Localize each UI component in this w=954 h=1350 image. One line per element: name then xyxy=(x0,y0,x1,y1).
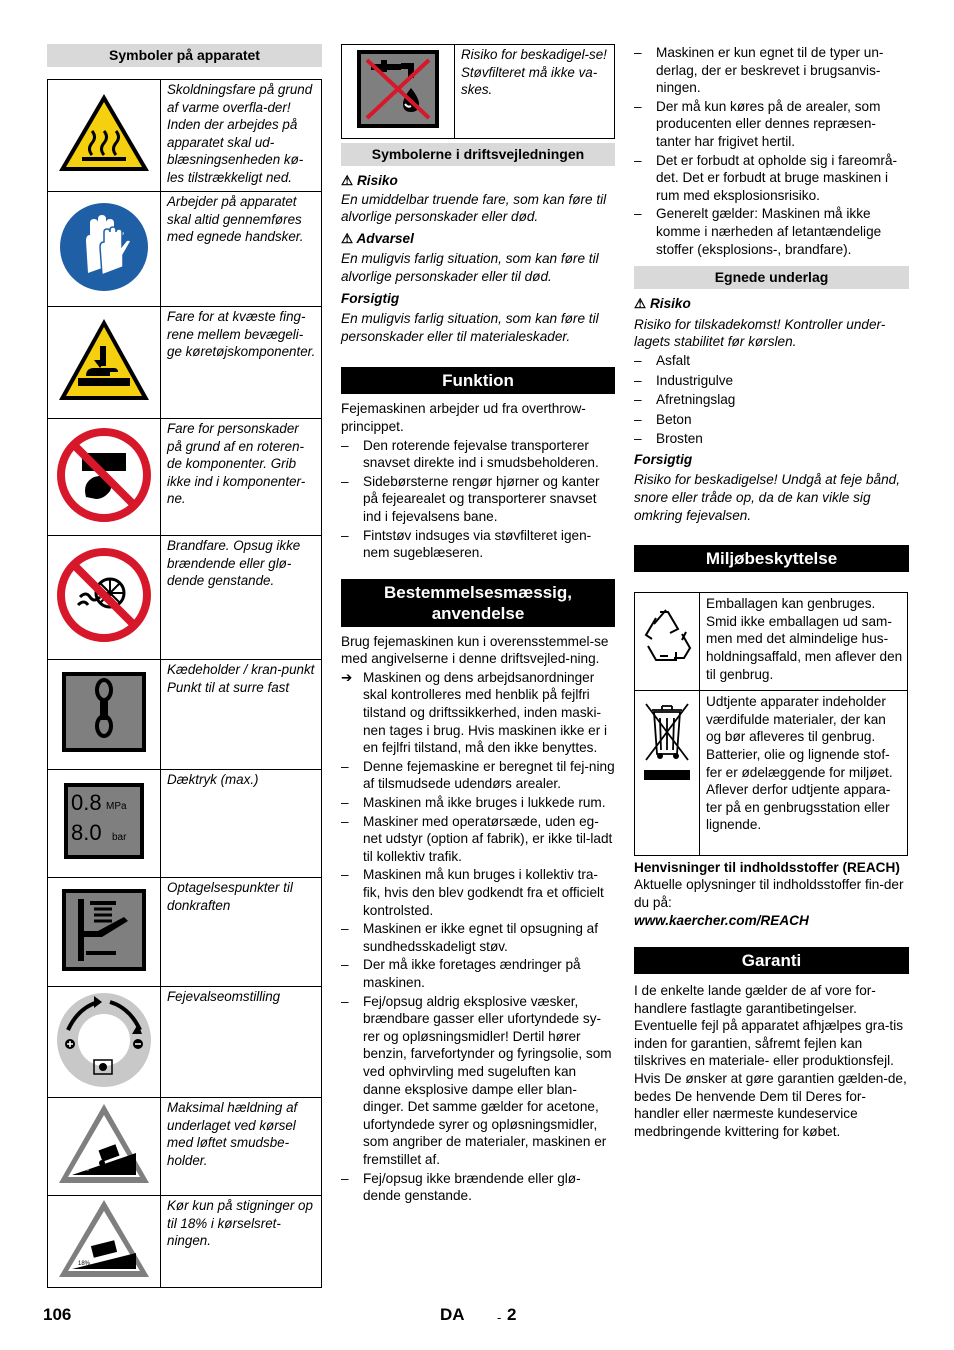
arrow-right-icon: ➔ xyxy=(341,669,353,685)
list-item: – Det er forbudt at opholde sig i fareområ-det. Det er forbudt at bruge maskinen i rum med eksplosionsrisiko. xyxy=(634,152,909,205)
caution-label: Forsigtig xyxy=(634,451,693,467)
list-item: – Maskiner med operatørsæde, uden eg-net udstyr (option af fabrik), er ikke til-ladt til kollektiv trafik. xyxy=(341,813,615,866)
section-number: 2 xyxy=(507,1305,517,1324)
manual-symbols-heading: Symbolerne i driftsvejledningen xyxy=(341,143,615,166)
filter-symbol-table xyxy=(341,44,615,139)
table-row xyxy=(48,192,322,307)
table-row xyxy=(48,419,322,536)
gloves-icon xyxy=(58,201,150,293)
language-code: DA xyxy=(440,1305,465,1324)
jack-point-icon xyxy=(60,887,148,973)
column-1 xyxy=(47,44,322,1288)
symbol-description: Optagelsespunkter til donkraften xyxy=(161,878,322,987)
risk-label-row xyxy=(634,295,909,313)
reach-text: Aktuelle oplysninger til indholdsstoffer fin-der du på: xyxy=(634,877,904,910)
list-item: – Sidebørsterne rengør hjørner og kanter på fejearealet og transporterer snavset ind i fejevalsens bane. xyxy=(341,473,615,526)
function-intro: Fejemaskinen arbejder ud fra overthrow-princippet. xyxy=(341,401,586,434)
intended-use-heading: Bestemmelsesmæssig, anvendelse xyxy=(341,579,615,627)
list-item: – Maskinen må kun bruges i kollektiv tra-fik, hvis den blev godkendt fra et officielt kontrolsted. xyxy=(341,866,615,919)
symbol-description: Risiko for beskadigel-se! Støvfilteret må ikke va-skes. xyxy=(455,45,615,139)
list-item: – Den roterende fejevalse transporterer snavset direkte ind i smudsbeholderen. xyxy=(341,437,615,472)
caution-text: En muligvis farlig situation, som kan føre til personskader eller til materialeskader. xyxy=(341,311,599,344)
list-item: – Beton xyxy=(634,411,909,429)
hot-surface-warning-icon xyxy=(56,91,152,175)
reach-heading: Henvisninger til indholdsstoffer (REACH) xyxy=(634,860,900,876)
footer-separator: - xyxy=(497,1310,502,1325)
slope-label-0: 0% xyxy=(80,1167,89,1174)
symbol-description: Fejevalseomstilling xyxy=(161,987,322,1098)
warranty-text: I de enkelte lande gælder de af vore for-handlere fastlagte garantibetingelser. Eventuelle fejl på apparatet afhjælpes gra-tis inden for garantien, såfremt fejlen kan tilskrives en materiale- eller produktionsfejl. Hvis De ønsker at gøre garantien gælden-de, bedes De henvende Dem til Deres for-handler eller nærmeste kundeservice medbringende kvittering for købet. xyxy=(634,983,907,1139)
list-item: – Generelt gælder: Maskinen må ikke komme i nærheden af letantændelige stoffer (eksplosions-, brandfare). xyxy=(634,205,909,258)
list-item: – Asfalt xyxy=(634,352,909,370)
no-reach-rotating-icon xyxy=(56,427,152,523)
list-item: – Denne fejemaskine er beregnet til fej-ning af tilsmudsede udendørs arealer. xyxy=(341,758,615,793)
list-item: – Der må ikke foretages ændringer på maskinen. xyxy=(341,956,615,991)
column-2 xyxy=(341,44,615,1205)
symbol-description: Arbejder på apparatet skal altid gennemføres med egnede handsker. xyxy=(161,192,322,307)
column-3 xyxy=(634,44,909,1140)
table-row xyxy=(48,307,322,419)
tire-pressure-bar-value: 8.0 xyxy=(71,820,102,846)
list-item: – Maskinen er ikke egnet til opsugning af sundhedsskadeligt støv. xyxy=(341,920,615,955)
table-row xyxy=(635,691,908,856)
table-row xyxy=(48,1098,322,1196)
intended-use-check: ➔ Maskinen og dens arbejdsanordninger skal kontrolleres med henblik på fejlfri tilstand og driftssikkerhed, inden maski-nen tages i brug. Hvis maskinen ikke er i en fejlfri tilstand, må den ikke benyttes. xyxy=(341,669,608,756)
warning-text: En muligvis farlig situation, som kan føre til alvorlige personskader eller til død. xyxy=(341,251,599,284)
broom-adjust-icon xyxy=(54,990,154,1090)
caution-label: Forsigtig xyxy=(341,290,400,306)
environment-table xyxy=(634,592,908,856)
warning-label: Advarsel xyxy=(356,230,414,246)
chain-tie-down-icon xyxy=(60,670,148,754)
list-item: – Maskinen er kun egnet til de typer un-derlag, der er beskrevet i brugsanvis-ningen. xyxy=(634,44,909,97)
caution-text: Risiko for beskadigelse! Undgå at feje bånd, snore eller tråde op, da de kan vikle sig omkring fejevalsen. xyxy=(634,472,900,523)
no-glowing-objects-icon xyxy=(56,547,152,643)
table-row xyxy=(635,593,908,691)
tire-pressure-icon xyxy=(64,783,144,859)
table-row xyxy=(48,878,322,987)
recycle-icon xyxy=(638,604,696,664)
max-slope-18-icon xyxy=(56,1197,152,1281)
device-symbols-table xyxy=(47,79,322,1288)
warning-label-row xyxy=(341,230,615,248)
symbol-description: Dæktryk (max.) xyxy=(161,770,322,878)
list-item: – Maskinen må ikke bruges i lukkede rum. xyxy=(341,794,615,812)
list-item: – Brosten xyxy=(634,430,909,448)
function-list xyxy=(341,437,615,562)
surfaces-heading: Egnede underlag xyxy=(634,266,909,289)
table-row xyxy=(48,660,322,770)
symbol-description: Kædeholder / kran-punkt Punkt til at surre fast xyxy=(161,660,322,770)
environment-description: Udtjente apparater indeholder værdifulde materialer, der kan og bør afleveres til genbrug. Batterier, olie og lignende stof-fer er ødelæggende for miljøet. Aflever derfor udtjente appara-ter på en genbrugsstation eller lignende. xyxy=(700,691,908,856)
slope-label-18: 18% xyxy=(78,1261,91,1268)
risk-label: Risiko xyxy=(356,173,398,188)
table-row xyxy=(48,536,322,660)
list-item: – Fej/opsug aldrig eksplosive væsker, brændbare gasser eller ufortyndede sy-rer og opløsningsmidler! Dertil hører benzin, farvefortynder og fyringsolie, som ved ophvirvling med sugeluften kan danne eksplosive dampe eller blan-dinger. Det samme gælder for acetone, ufortyndede syrer og opløsningsmidler, som angriber de materialer, maskinen er fremstillet af. xyxy=(341,993,615,1169)
list-item: – Fintstøv indsuges via støvfilteret igen-nem sugeblæseren. xyxy=(341,527,615,562)
symbols-device-heading: Symboler på apparatet xyxy=(47,44,322,67)
table-row xyxy=(342,45,615,139)
environment-heading: Miljøbeskyttelse xyxy=(634,545,909,572)
reach-link[interactable]: www.kaercher.com/REACH xyxy=(634,913,809,929)
symbol-description: Fare for personskader på grund af en roteren-de komponenter. Grib ikke ind i komponenter-ne. xyxy=(161,419,322,536)
symbol-description: Brandfare. Opsug ikke brændende eller glø-dende genstande. xyxy=(161,536,322,660)
no-water-filter-icon xyxy=(355,48,441,130)
intended-use-list xyxy=(341,758,615,1205)
tire-pressure-mpa-unit: MPa xyxy=(106,801,127,813)
intended-use-intro: Brug fejemaskinen kun i overensstemmel-se med angivelserne i denne driftsvejled-ning. xyxy=(341,633,609,667)
warning-triangle-icon: ⚠ xyxy=(341,173,354,188)
function-heading: Funktion xyxy=(341,367,615,394)
risk-label: Risiko xyxy=(649,296,691,312)
risk-text: Risiko for tilskadekomst! Kontroller under-lagets stabilitet før kørslen. xyxy=(634,316,886,350)
list-item: – Der må kun køres på de arealer, som producenten eller dennes repræsen-tanter har frigivet hertil. xyxy=(634,98,909,151)
tire-pressure-mpa-value: 0.8 xyxy=(71,790,102,816)
crossed-bin-icon xyxy=(640,698,694,784)
list-item: – Industrigulve xyxy=(634,372,909,390)
risk-label-row xyxy=(341,172,615,190)
table-row xyxy=(48,770,322,878)
environment-description: Emballagen kan genbruges. Smid ikke emballagen ud sam-men med det almindelige hus-holdningsaffald, men aflever den til genbrug. xyxy=(700,593,908,691)
warning-triangle-icon: ⚠ xyxy=(634,296,647,312)
max-slope-raised-icon xyxy=(56,1101,152,1187)
symbol-description: Fare for at kvæste fing-rene mellem bevægeli-ge køretøjskomponenter. xyxy=(161,307,322,419)
surfaces-list xyxy=(634,352,909,448)
warranty-heading: Garanti xyxy=(634,947,909,974)
table-row xyxy=(48,1196,322,1288)
list-item: – Fej/opsug ikke brændende eller glø-dende genstande. xyxy=(341,1170,615,1205)
crush-hand-warning-icon xyxy=(56,316,152,404)
warning-triangle-icon: ⚠ xyxy=(341,230,354,246)
symbol-description: Kør kun på stigninger op til 18% i kørselsret-ningen. xyxy=(161,1196,322,1288)
usage-limits-list xyxy=(634,44,909,258)
table-row xyxy=(48,987,322,1098)
symbol-description: Skoldningsfare på grund af varme overfla-der! Inden der arbejdes på apparatet skal ud-blæsningsenheden kø-les tilstrækkeligt ned. xyxy=(161,80,322,192)
list-item: – Afretningslag xyxy=(634,391,909,409)
symbol-description: Maksimal hældning af underlaget ved kørsel med løftet smudsbe-holder. xyxy=(161,1098,322,1196)
page-number: 106 xyxy=(43,1305,72,1324)
risk-text: En umiddelbar truende fare, som kan føre til alvorlige personskader eller død. xyxy=(341,191,607,225)
table-row xyxy=(48,80,322,192)
tire-pressure-bar-unit: bar xyxy=(112,832,127,844)
